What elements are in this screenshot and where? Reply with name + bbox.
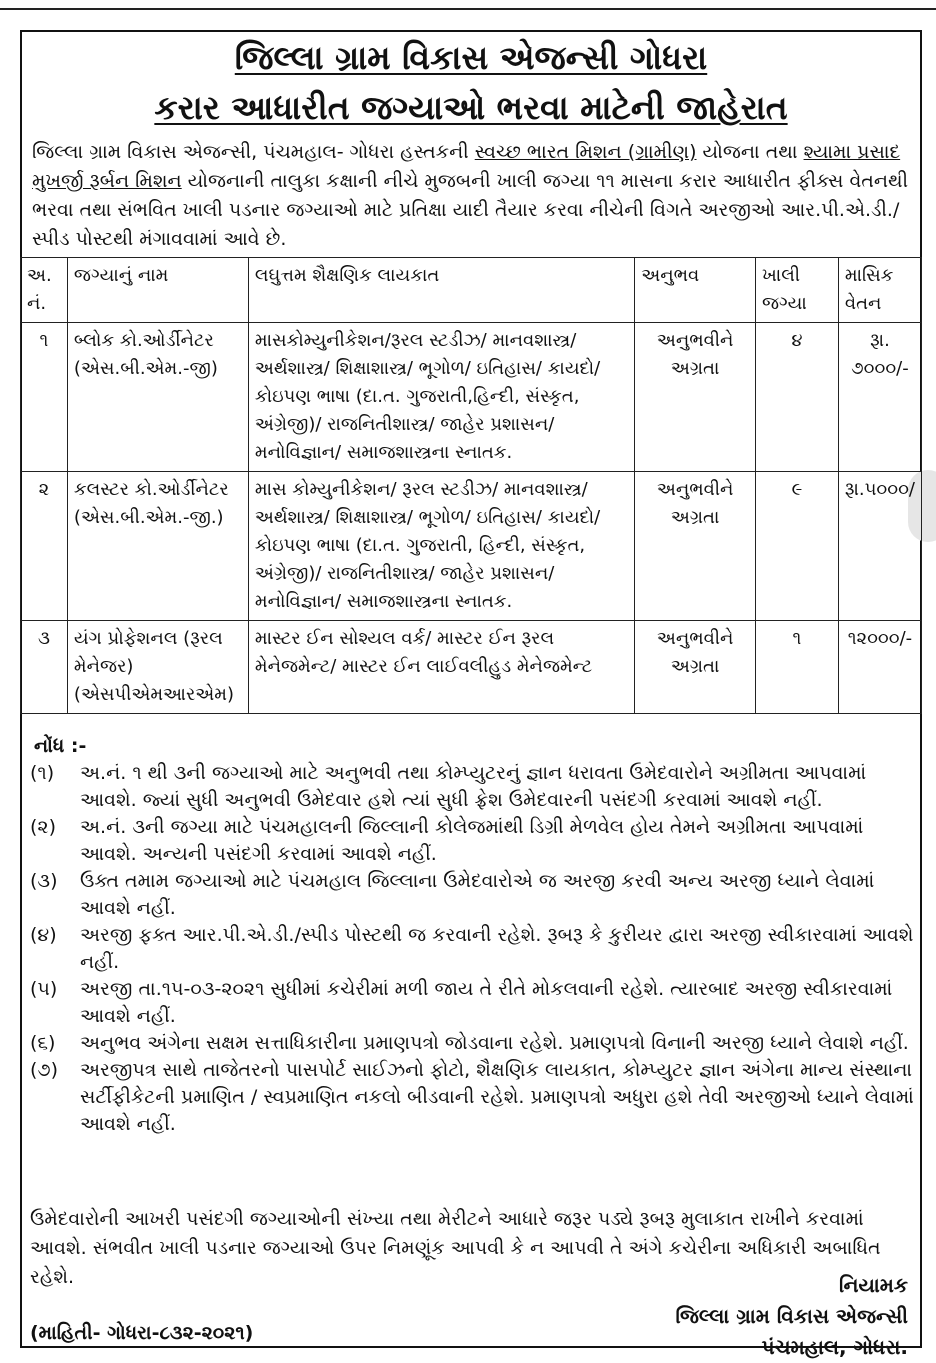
row-post: યંગ પ્રોફેશનલ (રૂરલ મેનેજર) (એસપીએમઆરએમ): [67, 621, 248, 714]
signature-designation: નિયામક: [839, 1273, 908, 1297]
note-text: અનુભવ અંગેના સક્ષમ સત્તાધિકારીના પ્રમાણપત્રો જોડવાના રહેશે. પ્રમાણપત્રો વિનાની અરજી ધ્યાને લેવાશે નહીં.: [80, 1032, 909, 1054]
intro-part-3: યોજનાની તાલુકા કક્ષાની નીચે મુજબની ખાલી જગ્યા ૧૧ માસના કરાર આધારીત ફીક્સ વેતનથી ભરવા તથા સંભવિત ખાલી પડનાર જગ્યાઓ માટે પ્રતિક્ષા યાદી તૈયાર કરવા નીચેની વિગતે અરજીઓ આર.પી.એ.ડી./ સ્પીડ પોસ્ટથી મંગાવવામાં આવે છે.: [32, 170, 909, 250]
row-post: બ્લોક કો.ઓર્ડીનેટર (એસ.બી.એમ.-જી): [67, 323, 248, 472]
table-row: [21, 472, 922, 621]
notes-heading: નોંધ :-: [34, 735, 87, 757]
row-experience: અનુભવીને અગ્રતા: [635, 621, 756, 714]
header-qualification: લઘુત્તમ શૈક્ષણિક લાયકાત: [248, 258, 634, 323]
reference-number: (માહિતી- ગોધરા-૮૩૨-૨૦૨૧): [30, 1322, 254, 1344]
note-item: [30, 760, 916, 814]
note-number: (૨): [30, 816, 56, 838]
title-line-1: જિલ્લા ગ્રામ વિકાસ એજન્સી ગોધરા: [234, 38, 708, 77]
note-number: (૩): [30, 870, 58, 892]
row-experience: અનુભવીને અગ્રતા: [635, 472, 756, 621]
note-text: અ.નં. ૧ થી ૩ની જગ્યાઓ માટે અનુભવી તથા કોમ્પ્યુટરનું જ્ઞાન ધરાવતા ઉમેદવારોને અગ્રીમતા આપવામાં આવશે. જ્યાં સુધી અનુભવી ઉમેદવાર હશે ત્યાં સુધી ફ્રેશ ઉમેદવારની પસંદગી કરવામાં આવશે નહીં.: [80, 762, 867, 811]
header-experience: અનુભવ: [635, 258, 756, 323]
row-qualification: માસ કોમ્યુનીકેશન/ રૂરલ સ્ટડીઝ/ માનવશાસ્ત્ર/ અર્થશાસ્ત્ર/ શિક્ષાશાસ્ત્ર/ ભૂગોળ/ ઇતિહાસ/ કાયદો/ કોઇપણ ભાષા (દા.ત. ગુજરાતી, હિન્દી, સંસ્કૃત, અંગ્રેજી)/ રાજનિતીશાસ્ત્ર/ જાહેર પ્રશાસન/ મનોવિજ્ઞાન/ સમાજશાસ્ત્રના સ્નાતક.: [248, 472, 634, 621]
table-row: [21, 621, 922, 714]
row-vacancy: ૯: [756, 472, 839, 621]
note-item: [30, 922, 916, 976]
notes-list: [30, 760, 916, 1138]
note-text: ઉક્ત તમામ જગ્યાઓ માટે પંચમહાલ જિલ્લાના ઉમેદવારોએ જ અરજી કરવી અન્ય અરજી ધ્યાને લેવામાં આવશે નહીં.: [80, 870, 875, 919]
note-item: [30, 976, 916, 1030]
title-line-2: કરાર આધારીત જગ્યાઓ ભરવા માટેની જાહેરાત: [154, 88, 788, 127]
table-row: [21, 323, 922, 472]
row-post: કલસ્ટર કો.ઓર્ડીનેટર (એસ.બી.એમ.-જી.): [67, 472, 248, 621]
note-number: (૬): [30, 1032, 56, 1054]
signature-block: [675, 1270, 908, 1363]
intro-part-2: યોજના તથા: [696, 141, 804, 163]
header-salary: માસિક વેતન: [838, 258, 921, 323]
header-vacancy: ખાલી જગ્યા: [756, 258, 839, 323]
note-text: અરજી ફક્ત આર.પી.એ.ડી./સ્પીડ પોસ્ટથી જ કરવાની રહેશે. રૂબરૂ કે કુરીયર દ્વારા અરજી સ્વીકારવામાં આવશે નહીં.: [80, 924, 914, 973]
header-post: જગ્યાનું નામ: [67, 258, 248, 323]
row-sr: ૨: [21, 472, 68, 621]
note-number: (૫): [30, 978, 58, 1000]
row-salary: ૧૨૦૦૦/-: [838, 621, 921, 714]
signature-office: જિલ્લા ગ્રામ વિકાસ એજન્સી: [675, 1304, 908, 1328]
row-qualification: માસકોમ્યુનીકેશન/રૂરલ સ્ટડીઝ/ માનવશાસ્ત્ર/ અર્થશાસ્ત્ર/ શિક્ષાશાસ્ત્ર/ ભૂગોળ/ ઇતિહાસ/ કાયદો/ કોઇપણ ભાષા (દા.ત. ગુજરાતી,હિન્દી, સંસ્કૃત, અંગ્રેજી)/ રાજનિતીશાસ્ત્ર/ જાહેર પ્રશાસન/ મનોવિજ્ઞાન/ સમાજશાસ્ત્રના સ્નાતક.: [248, 323, 634, 472]
row-qualification: માસ્ટર ઈન સોશ્યલ વર્ક/ માસ્ટર ઈન રૂરલ મેનેજમેન્ટ/ માસ્ટર ઈન લાઈવલીહુડ મેનેજમેન્ટ: [248, 621, 634, 714]
note-number: (૭): [30, 1059, 59, 1081]
note-number: (૪): [30, 924, 57, 946]
scheme-spmrm: શ્યામા પ્રસાદ મુખર્જી રૂર્બન મિશન: [32, 141, 901, 192]
note-number: (૧): [30, 762, 55, 784]
intro-paragraph: [32, 138, 912, 254]
note-text: અરજી તા.૧૫-૦૩-૨૦૨૧ સુધીમાં કચેરીમાં મળી જાય તે રીતે મોકલવાની રહેશે. ત્યારબાદ અરજી સ્વીકારવામાં આવશે નહીં.: [80, 978, 893, 1027]
intro-part-1: જિલ્લા ગ્રામ વિકાસ એજન્સી, પંચમહાલ- ગોધરા હસ્તકની: [32, 141, 475, 163]
note-text: અ.નં. ૩ની જગ્યા માટે પંચમહાલની જિલ્લાની કોલેજમાંથી ડિગ્રી મેળવેલ હોય તેમને અગ્રીમતા આપવામાં આવશે. અન્યની પસંદગી કરવામાં આવશે નહીં.: [80, 816, 864, 865]
note-item: [30, 1030, 916, 1057]
top-rule: [0, 8, 936, 10]
row-experience: અનુભવીને અગ્રતા: [635, 323, 756, 472]
note-text: અરજીપત્ર સાથે તાજેતરનો પાસપોર્ટ સાઈઝનો ફોટો, શૈક્ષણિક લાયકાત, કોમ્પ્યુટર જ્ઞાન અંગેના માન્ય સંસ્થાના સર્ટીફીકેટની પ્રમાણિત / સ્વપ્રમાણિત નકલો બીડવાની રહેશે. પ્રમાણપત્રો અધુરા હશે તેવી અરજીઓ ધ્યાને લેવામાં આવશે નહીં.: [80, 1059, 914, 1135]
row-vacancy: ૧: [756, 621, 839, 714]
notice-title: [20, 38, 922, 78]
note-item: [30, 814, 916, 868]
note-item: [30, 1057, 916, 1138]
table-header-row: [21, 258, 922, 323]
row-salary: રૂા. ૭૦૦૦/-: [838, 323, 921, 472]
closing-paragraph: ઉમેદવારોની આખરી પસંદગી જગ્યાઓની સંખ્યા તથા મેરીટને આધારે જરૂર પડ્યે રૂબરૂ મુલાકાત રાખીને કરવામાં આવશે. સંભવીત ખાલી પડનાર જગ્યાઓ ઉપર નિમણૂંક આપવી કે ન આપવી તે અંગે કચેરીના અધિકારી અબાધિત રહેશે.: [30, 1208, 881, 1288]
row-sr: ૩: [21, 621, 68, 714]
note-item: [30, 868, 916, 922]
row-salary: રૂા.૫૦૦૦/: [838, 472, 921, 621]
notice-subtitle: [20, 88, 922, 128]
vacancy-table: [20, 257, 922, 714]
row-vacancy: ૪: [756, 323, 839, 472]
header-sr: અ. નં.: [21, 258, 68, 323]
row-sr: ૧: [21, 323, 68, 472]
signature-place: પંચમહાલ, ગોધરા.: [761, 1335, 908, 1359]
scheme-sbm-g: સ્વચ્છ ભારત મિશન (ગ્રામીણ): [474, 141, 697, 163]
